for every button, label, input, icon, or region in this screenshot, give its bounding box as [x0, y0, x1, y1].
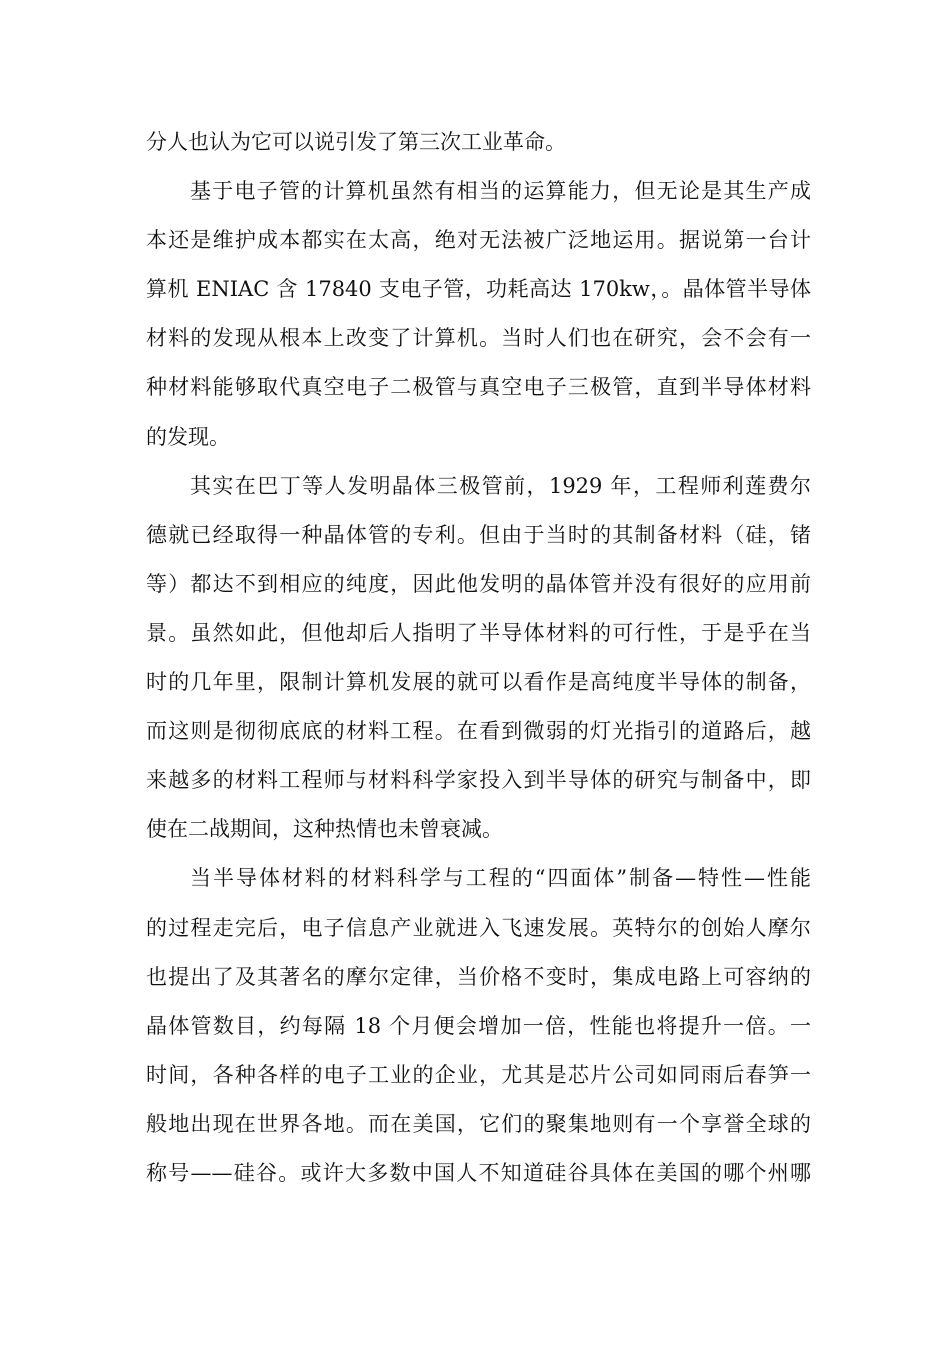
- text-line: 般地出现在世界各地。而在美国，它们的聚集地则有一个享誉全球的: [146, 1111, 811, 1136]
- text-line: 材料的发现从根本上改变了计算机。当时人们也在研究，会不会有一: [146, 326, 811, 351]
- text-line: 的发现。: [146, 424, 230, 449]
- text-line: 称号——硅谷。或许大多数中国人不知道硅谷具体在美国的哪个州哪: [146, 1160, 811, 1185]
- text-line: 德就已经取得一种晶体管的专利。但由于当时的其制备材料（硅，锗: [146, 522, 811, 547]
- text-line: 晶体管数目，约每隔 18 个月便会增加一倍，性能也将提升一倍。一: [146, 1013, 811, 1038]
- text-line: 时间，各种各样的电子工业的企业，尤其是芯片公司如同雨后春笋一: [146, 1062, 811, 1087]
- body-text: [146, 118, 811, 1198]
- text-line: 而这则是彻彻底底的材料工程。在看到微弱的灯光指引的道路后，越: [146, 719, 811, 744]
- text-line: 也提出了及其著名的摩尔定律，当价格不变时，集成电路上可容纳的: [146, 964, 811, 989]
- text-line: 算机 ENIAC 含 17840 支电子管，功耗高达 170kw，。晶体管半导体: [146, 277, 811, 302]
- text-line: 当半导体材料的材料科学与工程的“四面体”制备—特性—性能: [190, 866, 811, 891]
- text-line: 本还是维护成本都实在太高，绝对无法被广泛地运用。据说第一台计: [146, 228, 811, 253]
- text-line: 的过程走完后，电子信息产业就进入飞速发展。英特尔的创始人摩尔: [146, 915, 811, 940]
- text-line: 其实在巴丁等人发明晶体三极管前，1929 年，工程师利莲费尔: [190, 473, 811, 498]
- text-line: 时的几年里，限制计算机发展的就可以看作是高纯度半导体的制备，: [146, 670, 811, 695]
- text-line: 景。虽然如此，但他却后人指明了半导体材料的可行性，于是乎在当: [146, 620, 811, 645]
- text-line: 来越多的材料工程师与材料科学家投入到半导体的研究与制备中，即: [146, 768, 811, 793]
- text-line: 基于电子管的计算机虽然有相当的运算能力，但无论是其生产成: [190, 179, 811, 204]
- text-line: 分人也认为它可以说引发了第三次工业革命。: [146, 130, 566, 154]
- text-line: 种材料能够取代真空电子二极管与真空电子三极管，直到半导体材料: [146, 375, 811, 400]
- text-line: 使在二战期间，这种热情也未曾衰减。: [146, 817, 503, 842]
- text-line: 等）都达不到相应的纯度，因此他发明的晶体管并没有很好的应用前: [146, 571, 811, 596]
